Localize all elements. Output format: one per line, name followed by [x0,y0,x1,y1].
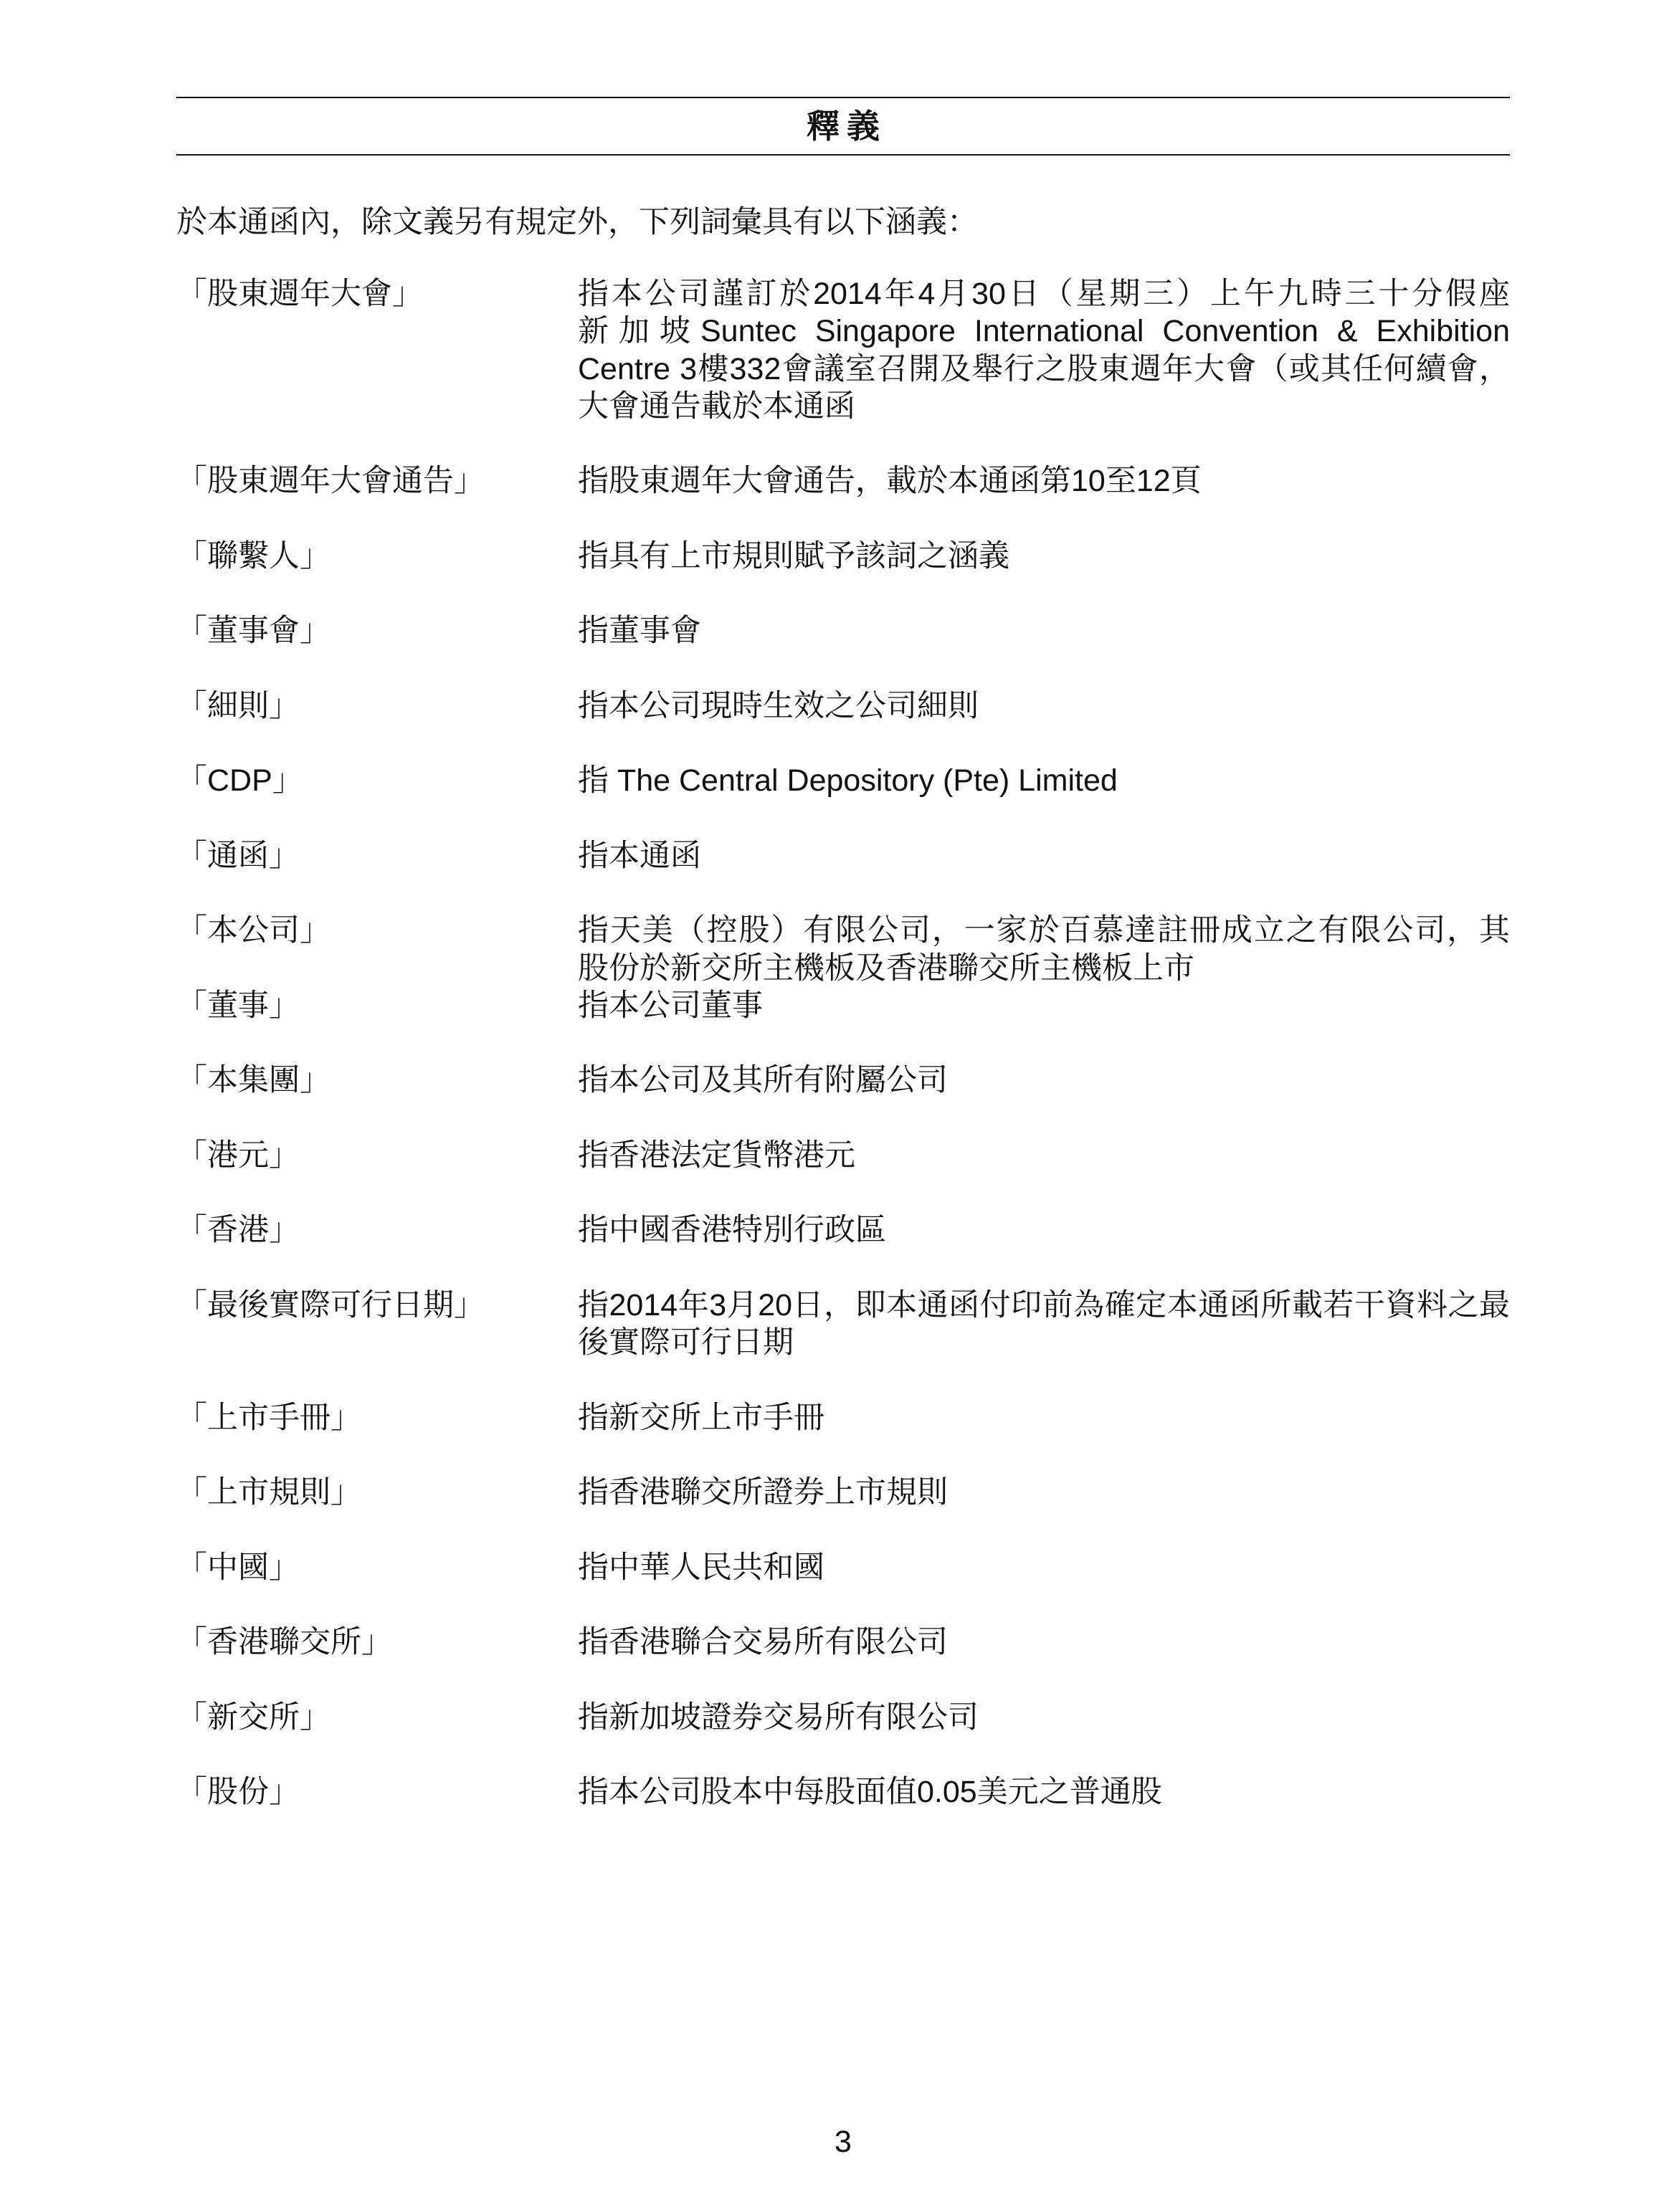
definition-line: 大會通告載於本通函 [578,388,855,424]
definition-term: 「股份」 [176,1775,300,1809]
definition-row [176,612,1510,649]
intro-text: 於本通函內，除文義另有規定外，下列詞彙具有以下涵義： [176,205,978,239]
definition-text [578,1399,1510,1436]
definition-text [578,462,1510,500]
page-title: 釋義 [807,108,887,145]
definition-text [578,1699,1510,1736]
definition-row [176,538,1510,575]
definition-line: 指本公司謹訂於2014年4月30日（星期三）上午九時三十分假座 [578,277,1510,311]
title-bottom-rule [176,154,1510,156]
definition-term: 「股東週年大會」 [176,277,423,311]
definition-line: 指董事會 [578,614,701,649]
definition-row [176,1699,1510,1736]
definition-text [578,275,1510,425]
definition-line: 新加坡Suntec Singapore International Convention & Exhibition [578,314,1510,349]
definition-term: 「通函」 [176,838,300,873]
definition-row [176,462,1510,500]
definition-text [578,1287,1510,1362]
definition-term: 「本集團」 [176,1063,331,1098]
definition-line: 指本公司現時生效之公司細則 [578,688,979,723]
definition-line: 股份於新交所主機板及香港聯交所主機板上市 [578,950,1194,986]
definition-row [176,762,1510,799]
definition-line: 指新加坡證券交易所有限公司 [578,1699,979,1735]
definition-text [578,612,1510,649]
definition-row [176,1399,1510,1436]
definition-term: 「CDP」 [176,763,303,798]
definition-line: 指股東週年大會通告，載於本通函第10至12頁 [578,464,1202,499]
definition-row [176,1062,1510,1099]
definition-text [578,762,1510,799]
definition-row [176,275,1510,425]
definition-line: 指中國香港特別行政區 [578,1213,886,1248]
definition-line: 指本公司股本中每股面值0.05美元之普通股 [578,1775,1162,1809]
definition-line: 後實際可行日期 [578,1325,794,1360]
definition-line: 指香港聯合交易所有限公司 [578,1625,948,1659]
definition-term: 「香港聯交所」 [176,1625,392,1659]
definition-line: 指具有上市規則賦予該詞之涵義 [578,538,1009,573]
definition-text [578,1062,1510,1099]
definitions-list [176,275,1510,1849]
definition-line: 指天美（控股）有限公司，一家於百慕達註冊成立之有限公司，其 [578,913,1510,948]
definition-term: 「香港」 [176,1213,300,1248]
definition-term: 「港元」 [176,1138,300,1173]
definition-row [176,1211,1510,1249]
definition-term: 「聯繫人」 [176,538,331,573]
definition-text [578,1624,1510,1661]
definition-term: 「細則」 [176,688,300,723]
definition-row [176,687,1510,725]
definition-line: Centre 3樓332會議室召開及舉行之股東週年大會（或其任何續會， [578,351,1510,386]
definition-line: 指本公司董事 [578,988,763,1023]
definition-term: 「董事」 [176,988,300,1023]
definition-term: 「股東週年大會通告」 [176,464,485,499]
definition-row [176,912,1510,987]
definition-term: 「新交所」 [176,1699,331,1735]
definition-row [176,1287,1510,1362]
definition-text [578,1137,1510,1174]
definition-row [176,987,1510,1024]
definition-term: 「中國」 [176,1550,300,1585]
definition-line: 指本通函 [578,838,701,873]
definition-row [176,1549,1510,1586]
definition-term: 「上市手冊」 [176,1400,361,1435]
definition-line: 指中華人民共和國 [578,1550,824,1585]
definition-line: 指本公司及其所有附屬公司 [578,1063,948,1098]
definition-text [578,1773,1510,1811]
definition-term: 「最後實際可行日期」 [176,1287,485,1322]
definition-term: 「上市規則」 [176,1475,361,1510]
definition-row [176,1624,1510,1661]
definition-line: 指 The Central Depository (Pte) Limited [578,763,1118,798]
definition-line: 指新交所上市手冊 [578,1400,824,1435]
definition-text [578,538,1510,575]
title-top-rule [176,97,1510,98]
definition-text [578,1549,1510,1586]
definition-line: 指2014年3月20日，即本通函付印前為確定本通函所載若干資料之最 [578,1287,1510,1322]
definition-line: 指香港聯交所證券上市規則 [578,1475,948,1510]
definition-row [176,837,1510,874]
definition-text [578,912,1510,987]
definition-term: 「本公司」 [176,913,331,948]
page-number: 3 [835,2125,852,2159]
definition-text [578,687,1510,725]
definition-text [578,837,1510,874]
definition-line: 指香港法定貨幣港元 [578,1138,855,1173]
definition-text [578,987,1510,1024]
definition-row [176,1474,1510,1511]
definition-row [176,1773,1510,1811]
definition-term: 「董事會」 [176,614,331,649]
definition-row [176,1137,1510,1174]
definition-text [578,1211,1510,1249]
definition-text [578,1474,1510,1511]
